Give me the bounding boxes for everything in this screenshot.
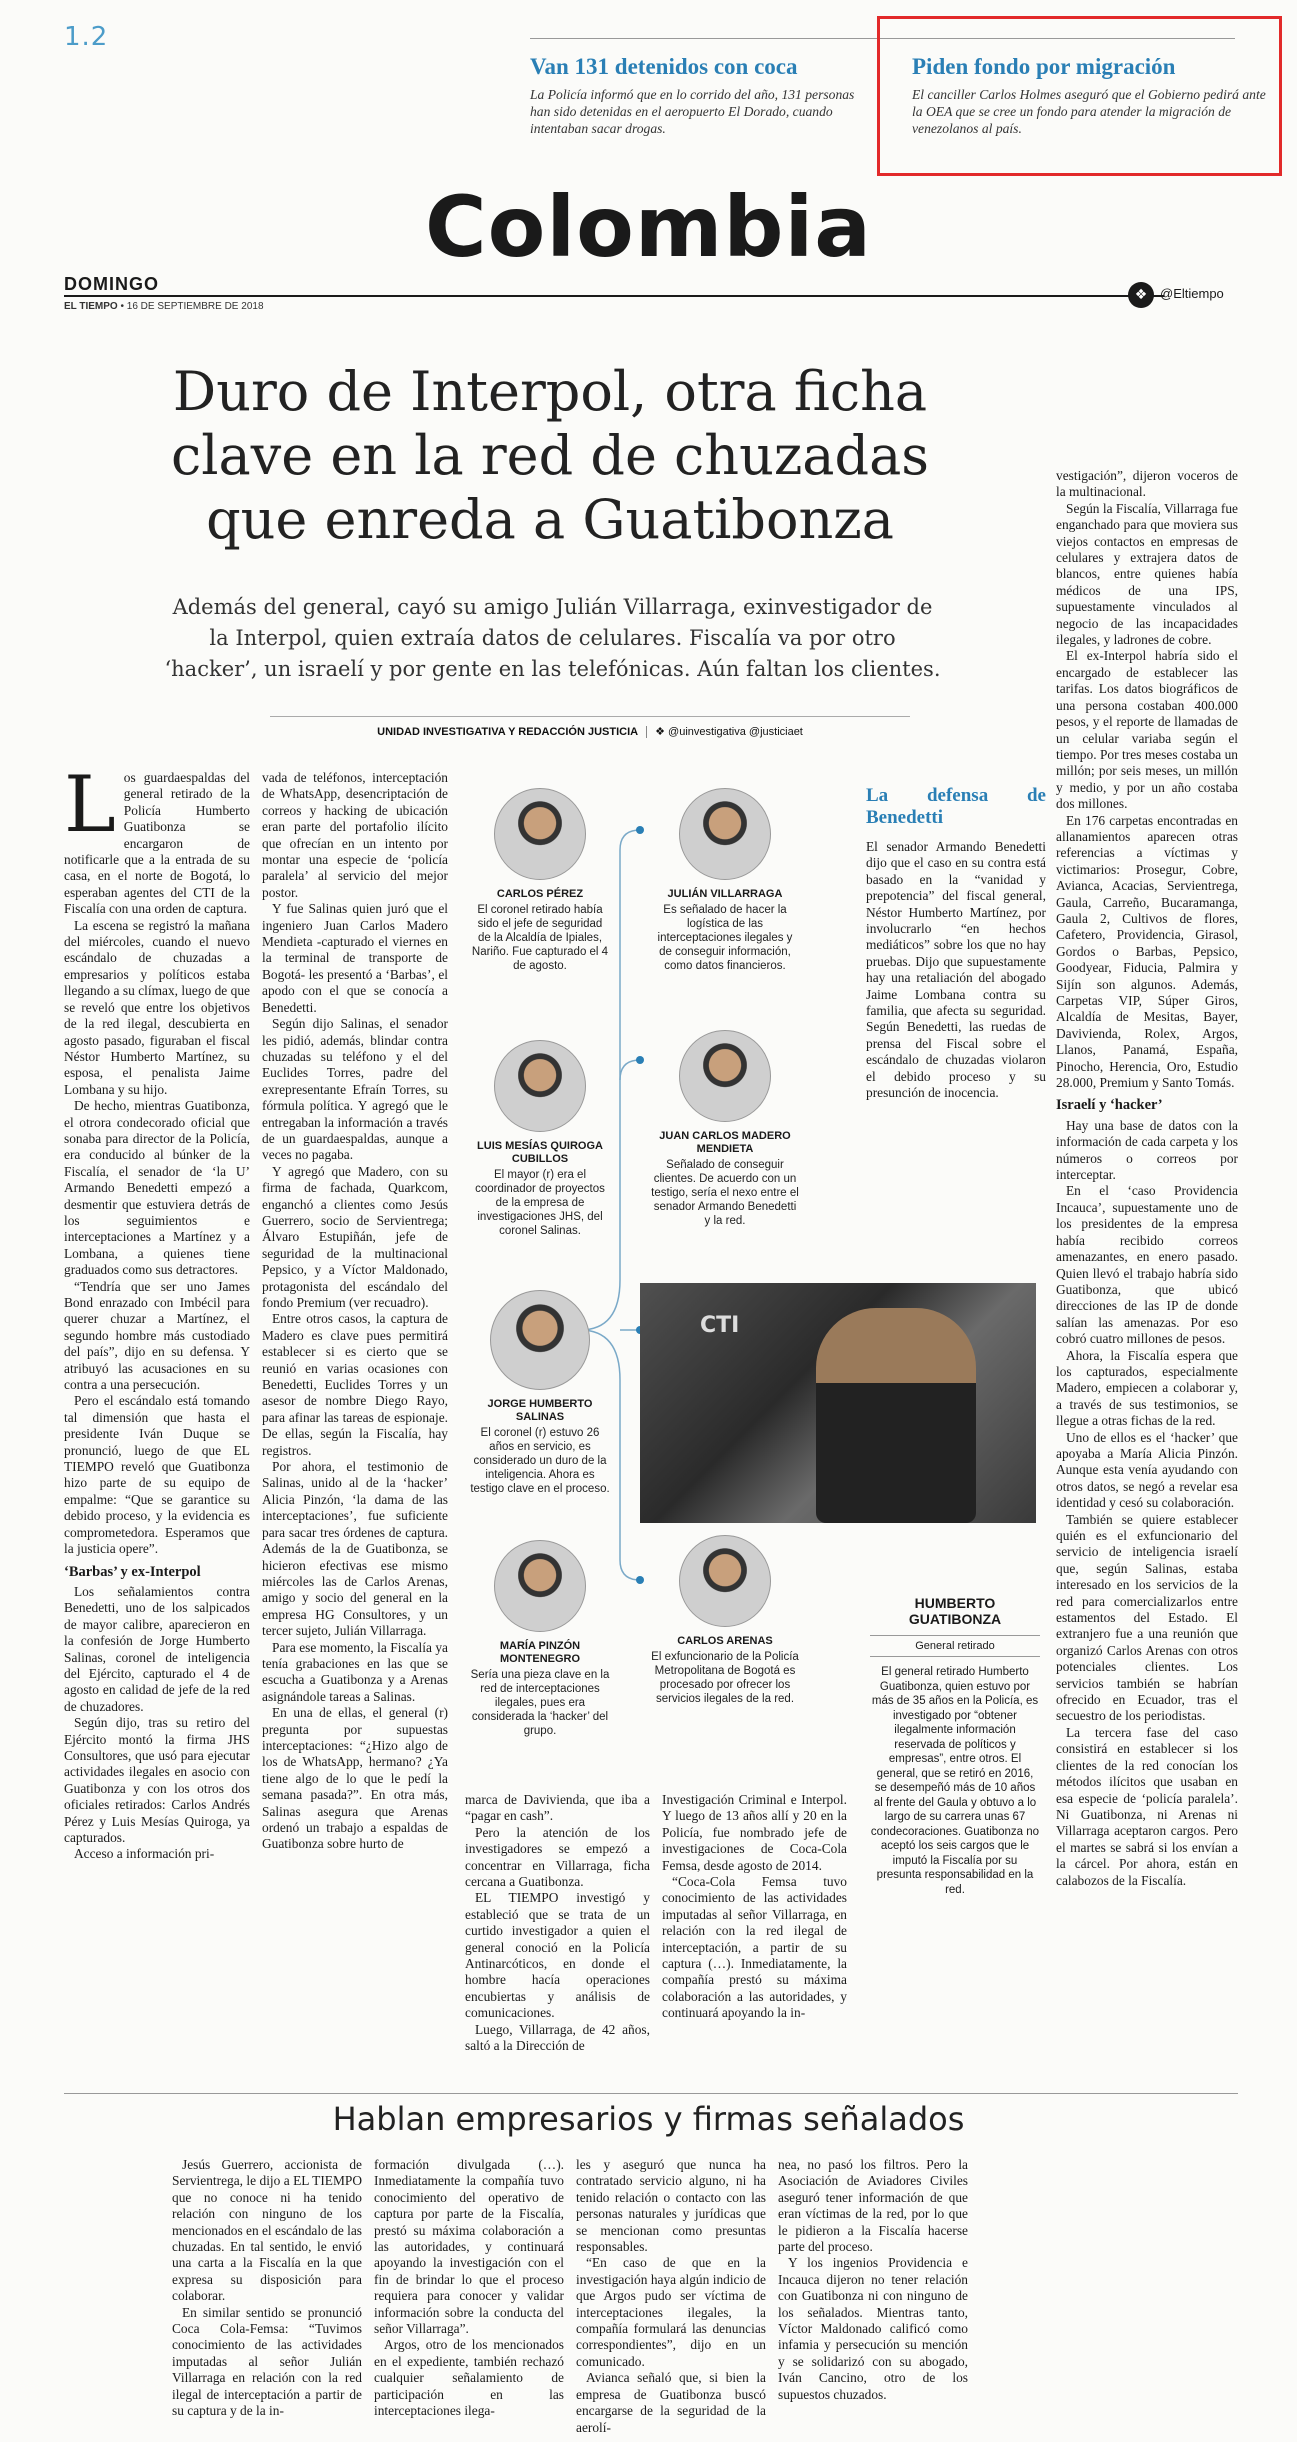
- paragraph: Pero el escándalo está tomando tal dimensión que hasta el presidente Iván Duque se pronunció, luego de que EL TIEMPO reveló que Guatibonza hizo parte de su equipo de empalme: “Que se garantice su debido proceso, y la evidencia es comprometedora. Esperamos que la justicia opere”.: [64, 1393, 250, 1557]
- avatar: [679, 1535, 771, 1627]
- avatar: [679, 1030, 771, 1122]
- paragraph: En similar sentido se pronunció Coca Cola-Femsa: “Tuvimos conocimiento de las actividades imputadas al señor Julián Villarraga en relación con la red ilegal de interceptación a partir de su captura y de la in-: [172, 2304, 362, 2419]
- paragraph: Los señalamientos contra Benedetti, uno de los salpicados de mayor calibre, aparecieron en la confesión de Jorge Humberto Salinas, coronel de inteligencia del Ejército, capturado el 4 de agosto en calidad de jefe de la red de chuzadores.: [64, 1583, 250, 1714]
- subhead-barbas: ‘Barbas’ y ex-Interpol: [64, 1563, 201, 1580]
- defense-title: La defensa de Benedetti: [866, 785, 1046, 828]
- paragraph: Ahora, la Fiscalía espera que los capturados, especialmente Madero, empiecen a colaborar y, a través de sus testimonios, se llegue a otras fichas de la red.: [1056, 1347, 1238, 1429]
- person-desc: Sería una pieza clave en la red de interceptaciones ilegales, pues era considerada la ‘hacker’ del grupo.: [470, 1669, 610, 1737]
- paragraph: Y fue Salinas quien juró que el ingeniero Juan Carlos Madero Mendieta -capturado el viernes en la terminal de transporte de Bogotá- les presentó a ‘Barbas’, el apodo con el que se conocía a Benedetti.: [262, 901, 448, 1015]
- defense-text: El senador Armando Benedetti dijo que el caso en su contra está basado en la “vanidad y prepotencia” del fiscal general, Néstor Humberto Martínez, por involucrarlo “en hechos mediáticos” sobre los que no hay pruebas. Dijo que supuestamente hay una retaliación del abogado Jaime Lombana contra su familia, que afecta su seguridad. Según Benedetti, las ruedas de prensa del Fiscal sobre el escándalo de chuzadas violaron el debido proceso y su presunción de inocencia.: [866, 839, 1046, 1101]
- paragraph: Entre otros casos, la captura de Madero es clave pues permitirá establecer si es cierto que se reunió en varias ocasiones con Benedetti, Euclides Torres y un asesor de nombre Diego Rayo, para afinar las tareas de espionaje. De ellas, según la Fiscalía, hay registros.: [262, 1311, 448, 1458]
- guatibonza-role: General retirado: [870, 1635, 1040, 1657]
- person-desc: Señalado de conseguir clientes. De acuerdo con un testigo, sería el nexo entre el senador Armando Benedetti y la red.: [651, 1159, 799, 1227]
- paragraph: Según dijo, tras su retiro del Ejército montó la firma JHS Consultores, que usó para ejecutar actividades ilegales en asocio con Guatibonza y con los otros dos oficiales retirados: Carlos Andrés Pérez y Luis Mesías Quiroga, ya capturados.: [64, 1715, 250, 1845]
- article-column-4: [662, 1792, 847, 2022]
- person-desc: Es señalado de hacer la logística de las interceptaciones ilegales y de conseguir información, como datos financieros.: [657, 904, 793, 972]
- paragraph: En una de ellas, el general (r) pregunta por supuestas interceptaciones: “¿Hizo algo de los de WhatsApp, hermano? ¿Ya tiene algo de lo que le pedí la semana pasada?”. En otra más, Salinas asegura que Arenas ordenó un trabajo a espaldas de Guatibonza sobre hurto de: [262, 1705, 448, 1852]
- page-number: 1.2: [64, 22, 109, 52]
- twitter-bird-icon[interactable]: ❖: [1128, 282, 1154, 308]
- paragraph: El ex-Interpol habría sido el encargado de establecer las tarifas. Los datos biográficos de una persona costaban 400.000 pesos, y el reporte de llamadas de un celular variaba según el tiempo. Por tres meses costaba un millón; por seis meses, un millón y medio, y por un año costaba dos millones.: [1056, 648, 1238, 812]
- paragraph: Según dijo Salinas, el senador les pidió, además, blindar contra chuzadas su teléfono y el del Euclides Torres, padre del exrepresentante Efraín Torres, su fórmula política. Y agregó que le entregaban la información a través de un guardaespaldas, aunque a veces no pagaba.: [262, 1016, 448, 1163]
- byline: [270, 716, 910, 738]
- person-carlos-arenas: [650, 1535, 800, 1706]
- defense-sidebar: [866, 785, 1046, 1102]
- paragraph: marca de Davivienda, que iba a “pagar en cash”.: [465, 1792, 650, 1824]
- brief-text: La Policía informó que en lo corrido del año, 131 personas han sido detenidas en el aeropuerto El Dorado, cuando intentaban sacar drogas.: [530, 87, 855, 136]
- paragraph: Y los ingenios Providencia e Incauca dijeron no tener relación con Guatibonza ni con ninguno de los señalados. Mientras tanto, Víctor Maldonado calificó como infamia y persecución su mención y se solidarizó con su abogado, Iván Cancino, otro de los supuestos chuzados.: [778, 2255, 968, 2402]
- dateline: [64, 301, 264, 312]
- date-rule: [64, 295, 1164, 297]
- person-name: CARLOS PÉREZ: [496, 888, 584, 900]
- article-column-2: [262, 770, 448, 1853]
- article-column-1: [64, 760, 250, 1863]
- paragraph: Hay una base de datos con la información de cada carpeta y los números o correos por interceptar.: [1056, 1117, 1238, 1183]
- avatar: [494, 788, 586, 880]
- person-desc: El exfuncionario de la Policía Metropolitana de Bogotá es procesado por ofrecer los servicios ilegales de la red.: [651, 1651, 799, 1705]
- byline-divider: [646, 726, 647, 738]
- bottom-column-3: [576, 2157, 766, 2436]
- person-name: MARÍA PINZÓN MONTENEGRO: [499, 1640, 581, 1665]
- paragraph: En 176 carpetas encontradas en allanamientos aparecen otras referencias a víctimas y victimarios: Prosegur, Cobre, Avianca, Acacias, Servientrega, Gaula, Carreño, Bucaramanga, Gaula 2, Cultivos de flores, Cafetero, Providencia, Girasol, Gordos o Barbas, Pepsico, Goodyear, Fiducia, Palmira y Sijín son algunos. Además, Carpetas VIP, Súper Giros, Alcaldía de Mesitas, Bayer, Davivienda, Rolex, Argos, Llanos, Panamá, España, Pinocho, Herencia, Oro, Estudio 28.000, Premium y Santo Tomás.: [1056, 812, 1238, 1091]
- paragraph: Jesús Guerrero, accionista de Servientrega, le dijo a EL TIEMPO que no conoce ni ha tenido relación con ninguno de los mencionados en el escándalo de las chuzadas. En tal sentido, le envió una carta a la Fiscalía en la que expresa su disposición para colaborar.: [172, 2157, 362, 2304]
- paragraph: nea, no pasó los filtros. Pero la Asociación de Aviadores Civiles aseguró tener información de que eran víctimas de la red, por lo que le pidieron a la Fiscalía hacerse parte del proceso.: [778, 2157, 968, 2255]
- person-name: CARLOS ARENAS: [677, 1635, 773, 1647]
- person-desc: El coronel retirado había sido el jefe de seguridad de la Alcaldía de Ipiales, Nariño. Fue capturado el 4 de agosto.: [471, 904, 609, 972]
- paragraph: De hecho, mientras Guatibonza, el otrora condecorado oficial que sonaba para director de la Policía, era conducido al búnker de la Fiscalía, el senador de ‘la U’ Armando Benedetti empezó a desmentir que estuviera detrás de los seguimientos e interceptaciones a Martínez y a Lombana, a quienes tiene graduados como sus detractores.: [64, 1098, 250, 1278]
- twitter-handle[interactable]: @Eltiempo: [1160, 286, 1224, 301]
- paragraph: Argos, otro de los mencionados en el expediente, también rechazó cualquier señalamiento de participación en las interceptaciones ilega-: [374, 2337, 564, 2419]
- paragraph: “En caso de que en la investigación haya algún indicio de que Argos pudo ser víctima de interceptaciones ilegales, la compañía formulará las denuncias correspondientes”, dijo en un comunicado.: [576, 2255, 766, 2369]
- paragraph: “Coca-Cola Femsa tuvo conocimiento de las actividades imputadas al señor Villarraga, en relación con la red ilegal de interceptación, a partir de su captura (…). Inmediatamente, la compañía prestó su máxima colaboración a las autoridades, y continuará apoyando la in-: [662, 1874, 847, 2021]
- dek: Además del general, cayó su amigo Julián Villarraga, exinvestigador de la Interpol, quien extraía datos de celulares. Fiscalía va por otro ‘hacker’, un israelí y por gente en las telefónicas. Aún faltan los clientes.: [164, 595, 941, 681]
- bottom-column-1: [172, 2157, 362, 2420]
- person-maria-pinzon: [470, 1540, 610, 1738]
- avatar: [679, 788, 771, 880]
- paragraph: Uno de ellos es el ‘hacker’ que apoyaba a María Alicia Pinzón. Aunque esta venía ayudando con otros datos, se negó a revelar esa identidad y cesó su colaboración.: [1056, 1429, 1238, 1511]
- section-title: Colombia: [425, 178, 872, 276]
- secondary-headline: Hablan empresarios y firmas señalados: [332, 2100, 965, 2138]
- avatar: [490, 1290, 590, 1390]
- paragraph: vada de teléfonos, interceptación de WhatsApp, desencriptación de correos y hacking de ubicación eran parte del portafolio ilícito que ofrecían en un intento por montar una especie de ‘policía paralela’ al servicio del mejor postor.: [262, 770, 448, 900]
- photo-subject: [816, 1308, 976, 1523]
- paragraph: En el ‘caso Providencia Incauca’, supuestamente uno de los presidentes de la empresa había recibido correos amenazantes, en enero pasado. Quien llevó el trabajo habría sido Guatibonza, que ubicó direcciones de las IP de donde salían las amenazas. Por eso cobró cuatro millones de pesos.: [1056, 1183, 1238, 1347]
- paragraph: Luego, Villarraga, de 42 años, saltó a la Dirección de: [465, 2021, 650, 2054]
- person-luis-quiroga: [470, 1040, 610, 1238]
- person-name: JUAN CARLOS MADERO MENDIETA: [659, 1130, 791, 1155]
- brief-title: Piden fondo por migración: [912, 54, 1176, 79]
- cti-badge: CTI: [700, 1313, 740, 1338]
- day-label: DOMINGO: [64, 274, 159, 294]
- article-column-3: [465, 1792, 650, 2055]
- arrest-photo: [640, 1283, 1036, 1523]
- twitter-small-icon: ❖: [655, 726, 669, 738]
- drop-cap: L: [64, 760, 116, 850]
- person-julian-villarraga: [650, 788, 800, 973]
- guatibonza-name: HUMBERTO GUATIBONZA: [908, 1595, 1002, 1627]
- paragraph: EL TIEMPO investigó y estableció que se trata de un curtido investigador a quien el general conoció en la Policía Antinarcóticos, en donde el hombre hacía operaciones encubiertas y análisis de comunicaciones.: [465, 1890, 650, 2021]
- bottom-column-4: [778, 2157, 968, 2403]
- byline-unit: UNIDAD INVESTIGATIVA Y REDACCIÓN JUSTICIA: [377, 726, 639, 738]
- avatar: [494, 1040, 586, 1132]
- paragraph: os guardaespaldas del general retirado de la Policía Humberto Guatibonza se encargaron de notificarle que a la entrada de su casa, en el norte de Bogotá, lo esperaban agentes del CTI de la Fiscalía con una orden de captura.: [64, 770, 250, 917]
- paragraph: También se quiere establecer quién es el exfuncionario del servicio de inteligencia israelí que, según Salinas, estaba interesado en los servicios de la red para comercializarlos entre estamentos del Estado. El extranjero fue a una reunión que organizó Carlos Arenas con otros potenciales clientes. Los servicios también se habrían ofrecido en Ecuador, tras el secuestro de los periodistas.: [1056, 1511, 1238, 1724]
- paragraph: La tercera fase del caso consistirá en establecer si los clientes de la red conocían los métodos ilícitos que usaban en esa especie de ‘policía paralela’. Ni Guatibonza, ni Arenas ni Villarraga aceptaron cargos. Pero el martes se sabrá si los envían a la cárcel. Por ahora, están en calabozos de la Fiscalía.: [1056, 1724, 1238, 1888]
- person-carlos-perez: [470, 788, 610, 973]
- headline: Duro de Interpol, otra ficha clave en la red de chuzadas que enreda a Guatibonza: [171, 360, 929, 551]
- brief-title: Van 131 detenidos con coca: [530, 54, 798, 79]
- paragraph: Según la Fiscalía, Villarraga fue enganchado para que moviera sus viejos contactos en empresas de celulares y extrajera datos de blancos, entre quienes había médicos de una IPS, supuestamente vinculados al negocio de las incapacidades ilegales, y ladrones de cobre.: [1056, 500, 1238, 648]
- person-name: JULIÁN VILLARRAGA: [667, 888, 783, 900]
- brief-migracion: [912, 54, 1272, 137]
- person-desc: El coronel (r) estuvo 26 años en servicio, es considerado un duro de la inteligencia. Ahora es testigo clave en el proceso.: [470, 1427, 610, 1495]
- person-desc: El mayor (r) era el coordinador de proyectos de la empresa de investigaciones JHS, del coronel Salinas.: [475, 1169, 605, 1237]
- paragraph: Y agregó que Madero, con su firma de fachada, Quarkcom, enganchó a clientes como Jesús Guerrero, socio de Servientrega; Álvaro Estupiñán, jefe de seguridad de la multinacional Pepsico, y a Víctor Maldonado, protagonista del escándalo del fondo Premium (ver recuadro).: [262, 1163, 448, 1310]
- paragraph: Avianca señaló que, si bien la empresa de Guatibonza buscó encargarse de la seguridad de la aerolí-: [576, 2370, 766, 2435]
- paragraph: vestigación”, dijeron voceros de la multinacional.: [1056, 468, 1238, 500]
- paragraph: Por ahora, el testimonio de Salinas, unido al de la ‘hacker’ Alicia Pinzón, ‘la dama de las interceptaciones’, fue suficiente para sacar tres órdenes de captura. Además de la de Guatibonza, se hicieron efectivas ese mismo miércoles las de Carlos Arenas, amigo y socio del general en la empresa HG Consultores, y un tercer sujeto, Julián Villarraga.: [262, 1459, 448, 1639]
- paragraph: formación divulgada (…). Inmediatamente la compañía tuvo conocimiento del operativo de captura por parte de la Fiscalía, prestó su máxima colaboración a las autoridades, y continuará apoyando la investigación con el fin de brindar lo que el proceso requiera para conocer y validar información sobre la conducta del señor Villarraga”.: [374, 2157, 564, 2337]
- section-rule: [64, 2093, 1238, 2094]
- person-juan-madero: [650, 1030, 800, 1228]
- byline-handles: @uinvestigativa @justiciaet: [668, 726, 803, 738]
- paragraph: “Tendría que ser uno James Bond enrazado con Imbécil para querer chuzar a Martínez, el segundo hombre más custodiado del país”, dijo en su defensa. Y atribuyó las acusaciones en su contra a una persecución.: [64, 1278, 250, 1393]
- avatar: [494, 1540, 586, 1632]
- dateline-brand: EL TIEMPO: [64, 301, 118, 312]
- subhead-israeli: Israelí y ‘hacker’: [1056, 1097, 1163, 1114]
- guatibonza-box: [870, 1595, 1040, 1897]
- paragraph: La escena se registró la mañana del miércoles, cuando el nuevo escándalo de chuzadas a empresarios y políticos estaba llegando a su clímax, luego de que se reveló que entre los objetivos de la red ilegal, descubierta en agosto pasado, figuraban el fiscal Néstor Humberto Martínez, su esposa, el penalista Jaime Lombana y su hijo.: [64, 917, 250, 1097]
- paragraph: Acceso a información pri-: [74, 1846, 215, 1862]
- paragraph: les y aseguró que nunca ha contratado servicio alguno, ni ha tenido relación o contacto con las personas naturales y jurídicas que se mencionan como presuntas responsables.: [576, 2157, 766, 2255]
- person-name: LUIS MESÍAS QUIROGA CUBILLOS: [477, 1140, 603, 1165]
- bottom-column-2: [374, 2157, 564, 2420]
- paragraph: Para ese momento, la Fiscalía ya tenía grabaciones en las que se escucha a Guatibonza y a Arenas asignándole tareas a Salinas.: [262, 1639, 448, 1704]
- brief-text: El canciller Carlos Holmes aseguró que el Gobierno pedirá ante la OEA que se cree un fondo para atender la migración de venezolanos al país.: [912, 87, 1266, 136]
- person-jorge-salinas: [470, 1290, 610, 1496]
- guatibonza-desc: El general retirado Humberto Guatibonza, quien estuvo por más de 35 años en la Policía, es investigado por “obtener ilegalmente información reservada de políticos y empresas”, entre otros. El general, que se retiró en 2016, se desempeñó más de 10 años al frente del Gaula y obtuvo a lo largo de su carrera unas 67 condecoraciones. Guatibonza no aceptó los seis cargos que le imputó la Fiscalía por su presunta responsabilidad en la red.: [870, 1666, 1040, 1896]
- paragraph: Investigación Criminal e Interpol. Y luego de 13 años allí y 20 en la Policía, fue nombrado jefe de investigaciones de Coca-Cola Femsa, desde agosto de 2014.: [662, 1792, 847, 1873]
- brief-detenidos: [530, 54, 860, 137]
- dateline-date: • 16 DE SEPTIEMBRE DE 2018: [120, 301, 264, 312]
- person-name: JORGE HUMBERTO SALINAS: [487, 1398, 593, 1423]
- article-column-6: [1056, 468, 1238, 1889]
- paragraph: Pero la atención de los investigadores se empezó a concentrar en Villarraga, ficha cercana a Guatibonza.: [465, 1824, 650, 1890]
